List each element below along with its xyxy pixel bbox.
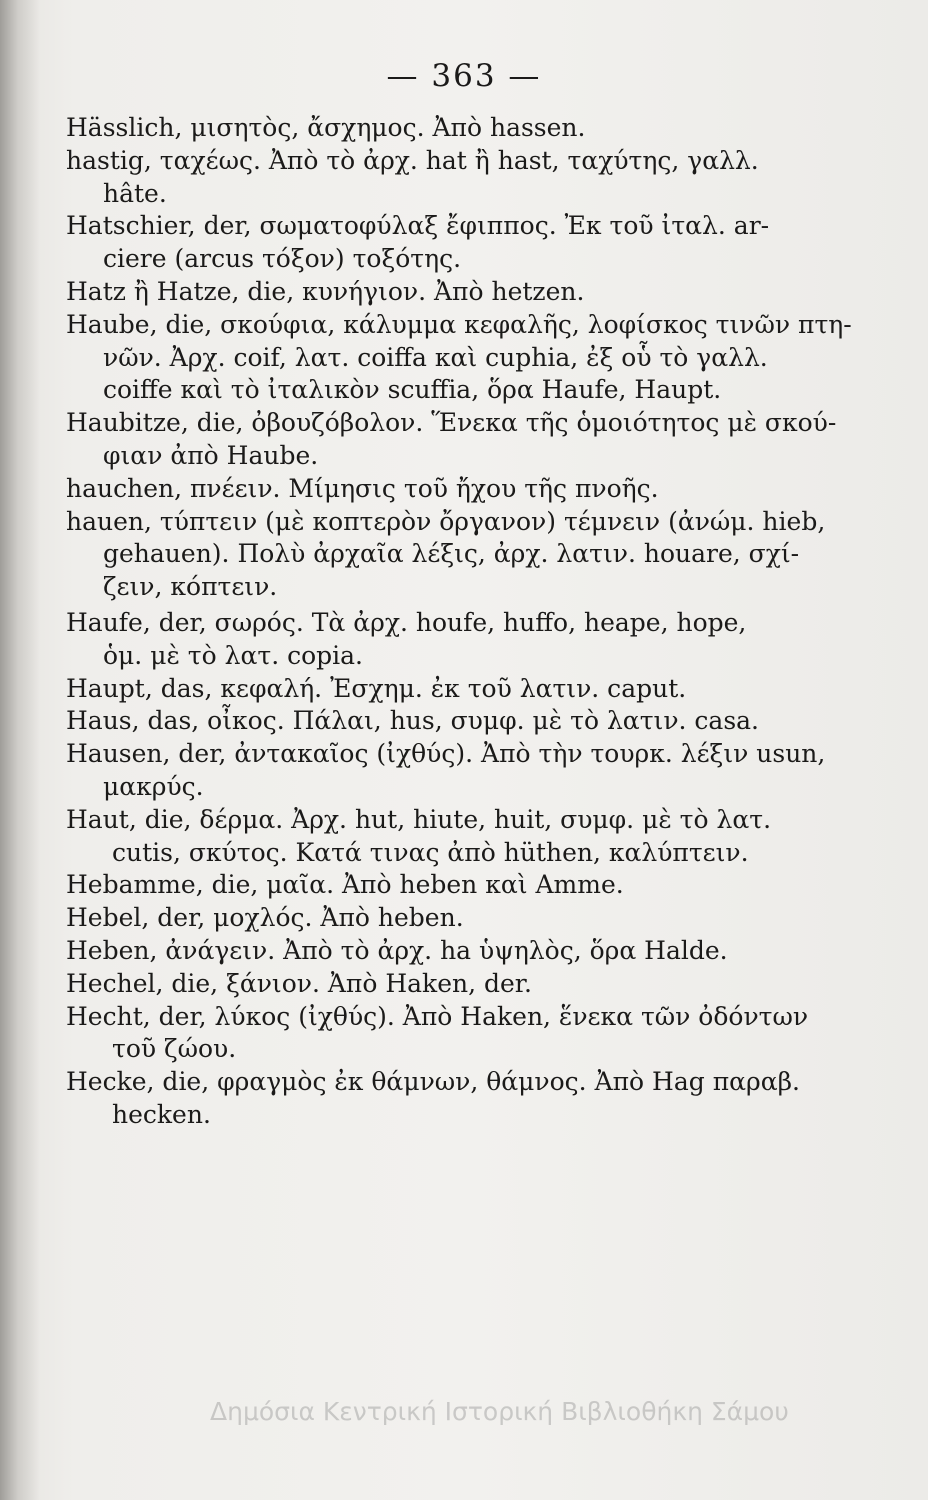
entry-line: hâte. (103, 178, 167, 208)
entry-line: Hecht, der, λύκος (ἰχθύς). Ἀπὸ Haken, ἕνεκα τῶν ὀδόντων (66, 1001, 809, 1031)
entry-line: Hatz ἢ Hatze, die, κυνήγιον. Ἀπὸ hetzen. (66, 276, 585, 306)
dictionary-entry (66, 1066, 846, 1132)
dictionary-entry (66, 705, 846, 738)
dictionary-entry (66, 804, 846, 870)
entry-line: ζειν, κόπτειν. (103, 572, 278, 602)
dictionary-entry (66, 145, 846, 211)
entry-line: φιαν ἀπὸ Haube. (103, 440, 319, 470)
dictionary-entry (66, 935, 846, 968)
dictionary-entry (66, 738, 846, 804)
entry-line: Hecke, die, φραγμὸς ἐκ θάμνων, θάμνος. Ἀπὸ Hag παραβ. (66, 1067, 800, 1097)
entry-line: gehauen). Πολὺ ἀρχαῖα λέξις, ἀρχ. λατιν. houare, σχί- (103, 539, 800, 569)
dictionary-entry (66, 407, 846, 473)
dictionary-entry (66, 673, 846, 706)
entry-line: ὁμ. μὲ τὸ λατ. copia. (103, 640, 363, 670)
dictionary-entry (66, 506, 846, 604)
dictionary-entry (66, 968, 846, 1001)
library-watermark: Δημόσια Κεντρική Ιστορική Βιβλιοθήκη Σάμου (210, 1397, 789, 1426)
entry-line: Haut, die, δέρμα. Ἀρχ. hut, hiute, huit, συμφ. μὲ τὸ λατ. (66, 804, 772, 834)
entry-line: Hässlich, μισητὸς, ἄσχημος. Ἀπὸ hassen. (66, 113, 586, 142)
entry-line: hastig, ταχέως. Ἀπὸ τὸ ἀρχ. hat ἢ hast, ταχύτης, γαλλ. (66, 145, 759, 175)
entry-line: Haufe, der, σωρός. Τὰ ἀρχ. houfe, huffo, heape, hope, (66, 607, 747, 637)
dictionary-entry (66, 210, 846, 276)
entry-line: Hausen, der, ἀντακαῖος (ἰχθύς). Ἀπὸ τὴν τουρκ. λέξιν usun, (66, 739, 826, 769)
entry-line: hauchen, πνέειν. Μίμησις τοῦ ἤχου τῆς πνοῆς. (66, 473, 659, 503)
entry-line: Hebamme, die, μαῖα. Ἀπὸ heben καὶ Amme. (66, 870, 624, 900)
entry-line: Haubitze, die, ὀβουζόβολον. Ἕνεκα τῆς ὁμοιότητος μὲ σκού- (66, 408, 837, 438)
entry-line: νῶν. Ἀρχ. coif, λατ. coiffa καὶ cuphia, ἐξ οὗ τὸ γαλλ. (103, 342, 768, 372)
dictionary-entry (66, 112, 846, 145)
entry-line: Haube, die, σκούφια, κάλυμμα κεφαλῆς, λοφίσκος τινῶν πτη- (66, 309, 852, 339)
dictionary-entry (66, 276, 846, 309)
entry-line: Hebel, der, μοχλός. Ἀπὸ heben. (66, 903, 464, 933)
entry-line: coiffe καὶ τὸ ἰταλικὸν scuffia, ὅρα Haufe, Haupt. (103, 375, 722, 405)
dictionary-entry (66, 869, 846, 902)
entry-line: Haus, das, οἶκος. Πάλαι, hus, συμφ. μὲ τὸ λατιν. casa. (66, 706, 760, 736)
page-number: — 363 — (386, 58, 542, 94)
dictionary-entry (66, 473, 846, 506)
entry-line: τοῦ ζώου. (112, 1034, 237, 1064)
entry-line: cutis, σκύτος. Κατά τινας ἀπὸ hüthen, καλύπτειν. (112, 837, 749, 867)
entry-line: Hechel, die, ξάνιον. Ἀπὸ Haken, der. (66, 968, 532, 998)
dictionary-entry (66, 1001, 846, 1067)
dictionary-entry (66, 607, 846, 673)
dictionary-entry (66, 902, 846, 935)
entry-line: Hatschier, der, σωματοφύλαξ ἔφιππος. Ἐκ τοῦ ἰταλ. ar- (66, 211, 770, 241)
page-binding-shadow (0, 0, 40, 1500)
entry-line: μακρύς. (103, 771, 204, 801)
entry-line: Haupt, das, κεφαλή. Ἐσχημ. ἐκ τοῦ λατιν. caput. (66, 673, 687, 703)
entry-line: Heben, ἀνάγειν. Ἀπὸ τὸ ἀρχ. ha ὑψηλὸς, ὅρα Halde. (66, 935, 728, 965)
entry-line: ciere (arcus τόξον) τοξότης. (103, 244, 462, 274)
dictionary-entries (66, 112, 852, 1132)
entry-line: hauen, τύπτειν (μὲ κοπτερὸν ὄργανον) τέμνειν (ἀνώμ. hieb, (66, 506, 826, 536)
entry-line: hecken. (112, 1099, 211, 1129)
dictionary-entry (66, 309, 852, 407)
